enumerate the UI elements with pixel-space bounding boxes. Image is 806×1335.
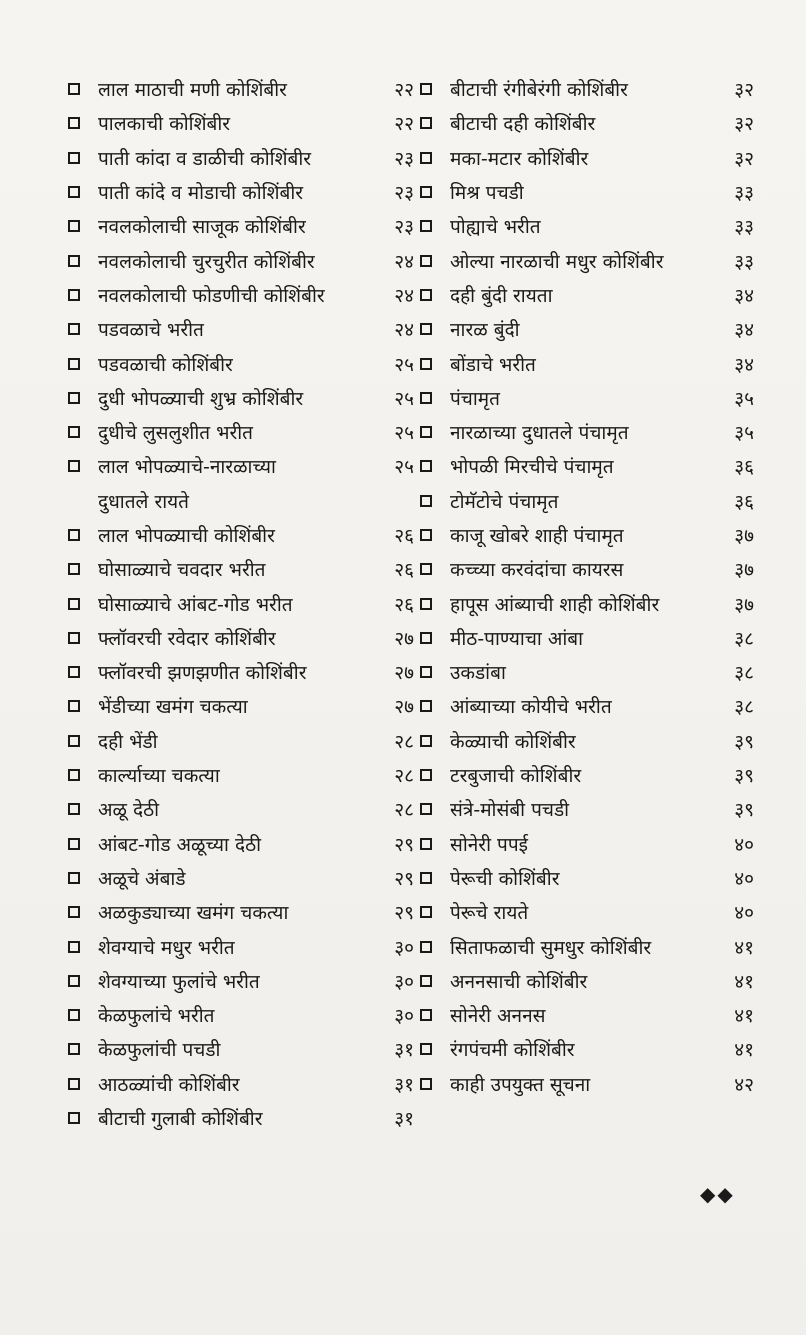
toc-entry-title: नारळाच्या दुधातले पंचामृत [450, 422, 629, 445]
toc-entry-page: ४२ [734, 1073, 754, 1096]
toc-entry [414, 243, 754, 277]
toc-entry-page: ३१ [394, 1073, 414, 1096]
toc-entry-title: आंबट-गोड अळूच्या देठी [98, 833, 262, 856]
toc-entry-page: २८ [394, 799, 414, 822]
toc-entry-title: हापूस आंब्याची शाही कोशिंबीर [450, 593, 660, 616]
toc-entry-page: ३२ [734, 147, 754, 170]
toc-entry-title: पाती कांदे व मोडाची कोशिंबीर [98, 182, 304, 205]
toc-entry-title: रंगपंचमी कोशिंबीर [450, 1039, 575, 1062]
end-ornament: ◆◆ [700, 1182, 735, 1206]
checkbox-square-icon [420, 632, 432, 644]
toc-entry-page: २२ [394, 113, 414, 136]
checkbox-square-icon [68, 872, 80, 884]
toc-entry [62, 106, 414, 140]
toc-entry-title: बीटाची रंगीबेरंगी कोशिंबीर [450, 79, 628, 102]
toc-entry-page: २४ [394, 284, 414, 307]
toc-entry [62, 689, 414, 723]
toc-entry [414, 655, 754, 689]
checkbox-square-icon [420, 975, 432, 987]
toc-entry [62, 895, 414, 929]
checkbox-square-icon [68, 700, 80, 712]
toc-entry [62, 278, 414, 312]
toc-entry [62, 175, 414, 209]
toc-entry-title: नवलकोलाची चुरचुरीत कोशिंबीर [98, 250, 315, 273]
toc-entry [62, 792, 414, 826]
checkbox-square-icon [420, 872, 432, 884]
toc-entry-title: शेवग्याचे मधुर भरीत [98, 936, 235, 959]
toc-entry-title: अननसाची कोशिंबीर [450, 970, 588, 993]
toc-entry-title: केळ्याची कोशिंबीर [450, 730, 576, 753]
checkbox-square-icon [420, 906, 432, 918]
checkbox-square-icon [68, 666, 80, 678]
toc-entry-page: २७ [394, 696, 414, 719]
toc-entry-title: काजू खोबरे शाही पंचामृत [450, 525, 624, 547]
toc-entry [62, 449, 414, 483]
toc-entry-title: मका-मटार कोशिंबीर [450, 147, 589, 170]
toc-entry-page: ३८ [734, 627, 754, 650]
toc-entry-title: भेंडीच्या खमंग चकत्या [98, 696, 248, 719]
checkbox-square-icon [68, 1112, 80, 1124]
checkbox-square-icon [420, 358, 432, 370]
toc-entry-title: घोसाळ्याचे चवदार भरीत [98, 559, 266, 582]
toc-entry-title: भोपळी मिरचीचे पंचामृत [450, 456, 614, 479]
toc-entry [62, 827, 414, 861]
checkbox-square-icon [420, 941, 432, 953]
toc-entry-title: पेरूची कोशिंबीर [450, 867, 560, 890]
toc-entry-title: टरबुजाची कोशिंबीर [450, 765, 582, 788]
checkbox-square-icon [68, 838, 80, 850]
checkbox-square-icon [68, 529, 80, 541]
toc-entry [414, 72, 754, 106]
toc-entry [414, 792, 754, 826]
checkbox-square-icon [420, 460, 432, 472]
toc-entry-page: ३० [394, 970, 414, 993]
toc-entry [414, 929, 754, 963]
checkbox-square-icon [68, 769, 80, 781]
checkbox-square-icon [420, 495, 432, 507]
checkbox-square-icon [68, 358, 80, 370]
checkbox-square-icon [420, 117, 432, 129]
toc-entry [62, 484, 414, 518]
checkbox-square-icon [420, 563, 432, 575]
toc-entry [62, 518, 414, 552]
toc-entry-title: नारळ बुंदी [450, 319, 520, 342]
checkbox-square-icon [420, 220, 432, 232]
toc-entry [414, 449, 754, 483]
toc-entry [62, 1067, 414, 1101]
toc-entry-page: ४० [734, 833, 754, 856]
toc-entry-page: २५ [394, 387, 414, 410]
toc-entry-page: २९ [394, 902, 414, 925]
toc-entry [62, 381, 414, 415]
toc-entry-page: ३३ [734, 250, 754, 273]
checkbox-square-icon [420, 700, 432, 712]
toc-entry [414, 518, 754, 552]
toc-entry [414, 689, 754, 723]
toc-entry-title: पडवळाचे भरीत [98, 319, 204, 342]
toc-entry-page: ४१ [734, 936, 754, 959]
toc-entry-page: ३२ [734, 79, 754, 102]
checkbox-square-icon [68, 975, 80, 987]
toc-entry-title: नवलकोलाची फोडणीची कोशिंबीर [98, 284, 325, 307]
checkbox-square-icon [420, 666, 432, 678]
toc-entry-title: केळफुलांची पचडी [98, 1039, 221, 1062]
toc-entry [414, 484, 754, 518]
toc-entry-page: २३ [394, 182, 414, 205]
toc-entry-title: सोनेरी अननस [450, 1005, 546, 1028]
toc-entry-page: २३ [394, 216, 414, 239]
checkbox-square-icon [68, 426, 80, 438]
toc-entry-title: पोह्याचे भरीत [450, 216, 541, 239]
toc-entry [62, 586, 414, 620]
toc-entry-page: २५ [394, 353, 414, 376]
toc-entry [414, 724, 754, 758]
checkbox-square-icon [420, 1009, 432, 1021]
checkbox-square-icon [420, 289, 432, 301]
toc-entry-page: २२ [394, 79, 414, 102]
toc-entry-page: २६ [394, 525, 414, 547]
toc-entry [414, 552, 754, 586]
toc-entry-title: संत्रे-मोसंबी पचडी [450, 799, 570, 822]
toc-entry [62, 1032, 414, 1066]
checkbox-square-icon [420, 529, 432, 541]
toc-entry [62, 141, 414, 175]
toc-entry [62, 415, 414, 449]
toc-entry [62, 621, 414, 655]
toc-entry-title: लाल भोपळ्याचे-नारळाच्या [98, 456, 276, 479]
toc-entry-title: दही भेंडी [98, 730, 158, 753]
toc-entry-title: पालकाची कोशिंबीर [98, 113, 231, 136]
toc-entry-page: ४१ [734, 970, 754, 993]
toc-left-column [62, 72, 414, 1135]
toc-entry-title: लाल भोपळ्याची कोशिंबीर [98, 525, 275, 547]
toc-entry-page: ३३ [734, 216, 754, 239]
toc-entry [62, 758, 414, 792]
toc-entry-page: ४१ [734, 1039, 754, 1062]
toc-entry-page: ३८ [734, 662, 754, 685]
toc-entry-page: ३४ [734, 353, 754, 376]
checkbox-square-icon [68, 803, 80, 815]
toc-entry-title: ओल्या नारळाची मधुर कोशिंबीर [450, 250, 664, 273]
toc-entry-page: ३६ [734, 456, 754, 479]
checkbox-square-icon [68, 906, 80, 918]
toc-entry-page: ३५ [734, 422, 754, 445]
toc-entry-page: २७ [394, 627, 414, 650]
toc-entry-page: ४१ [734, 1005, 754, 1028]
toc-entry [414, 209, 754, 243]
toc-entry-title: केळफुलांचे भरीत [98, 1005, 215, 1028]
toc-entry-page: २४ [394, 319, 414, 342]
toc-entry [62, 724, 414, 758]
toc-entry [414, 998, 754, 1032]
toc-entry-page: ३९ [734, 730, 754, 753]
toc-entry-title: पडवळाची कोशिंबीर [98, 353, 233, 376]
toc-entry-page: ३७ [734, 559, 754, 582]
toc-entry-title: पंचामृत [450, 387, 500, 410]
toc-entry-title: नवलकोलाची साजूक कोशिंबीर [98, 216, 306, 239]
toc-entry-page: ४० [734, 867, 754, 890]
toc-entry [62, 552, 414, 586]
toc-entry-title: सिताफळाची सुमधुर कोशिंबीर [450, 936, 652, 959]
toc-entry [414, 1032, 754, 1066]
toc-entry [62, 312, 414, 346]
checkbox-square-icon [420, 838, 432, 850]
checkbox-square-icon [68, 941, 80, 953]
toc-entry-page: २६ [394, 593, 414, 616]
toc-entry [62, 964, 414, 998]
toc-entry-page: ३७ [734, 593, 754, 616]
checkbox-square-icon [68, 563, 80, 575]
toc-entry-page: ३३ [734, 182, 754, 205]
toc-entry-title: कच्च्या करवंदांचा कायरस [450, 559, 624, 582]
checkbox-square-icon [68, 83, 80, 95]
toc-entry-page: ३० [394, 1005, 414, 1028]
toc-entry [414, 312, 754, 346]
toc-entry [414, 381, 754, 415]
checkbox-square-icon [420, 152, 432, 164]
toc-entry-title: लाल माठाची मणी कोशिंबीर [98, 79, 287, 102]
toc-entry-title: उकडांबा [450, 662, 506, 685]
toc-entry-title: मिश्र पचडी [450, 182, 524, 205]
checkbox-square-icon [68, 735, 80, 747]
toc-entry [414, 1067, 754, 1101]
checkbox-square-icon [68, 1078, 80, 1090]
checkbox-square-icon [420, 426, 432, 438]
toc-entry-page: ३१ [394, 1108, 414, 1131]
checkbox-square-icon [68, 1043, 80, 1055]
toc-entry [62, 243, 414, 277]
checkbox-square-icon [420, 83, 432, 95]
toc-entry-page: २८ [394, 765, 414, 788]
toc-entry-page: २३ [394, 147, 414, 170]
toc-entry-page: ३४ [734, 284, 754, 307]
toc-entry-page: २९ [394, 833, 414, 856]
toc-entry-page: ३४ [734, 319, 754, 342]
toc-entry-title: दुधीचे लुसलुशीत भरीत [98, 422, 253, 445]
toc-entry [62, 209, 414, 243]
toc-entry [414, 415, 754, 449]
toc-entry-title: अळूचे अंबाडे [98, 867, 186, 890]
checkbox-square-icon [68, 289, 80, 301]
toc-entry [414, 141, 754, 175]
toc-entry [62, 929, 414, 963]
checkbox-square-icon [68, 323, 80, 335]
toc-entry [414, 964, 754, 998]
checkbox-square-icon [68, 598, 80, 610]
toc-entry-title: फ्लॉवरची रवेदार कोशिंबीर [98, 627, 276, 650]
toc-entry [414, 175, 754, 209]
toc-entry-page: २७ [394, 662, 414, 685]
toc-entry-page: ३५ [734, 387, 754, 410]
toc-entry [62, 861, 414, 895]
toc-entry-page: २४ [394, 250, 414, 273]
toc-entry-title: आठळ्यांची कोशिंबीर [98, 1073, 240, 1096]
toc-entry [414, 861, 754, 895]
checkbox-square-icon [68, 220, 80, 232]
toc-entry [62, 346, 414, 380]
toc-entry-title: अळकुड्याच्या खमंग चकत्या [98, 902, 289, 925]
checkbox-square-icon [420, 769, 432, 781]
toc-entry [62, 1101, 414, 1135]
toc-entry [414, 106, 754, 140]
toc-entry-title: अळू देठी [98, 799, 160, 822]
toc-entry-title: पाती कांदा व डाळीची कोशिंबीर [98, 147, 312, 170]
checkbox-square-icon [68, 632, 80, 644]
toc-entry-page: ३९ [734, 799, 754, 822]
toc-entry-title: बोंडाचे भरीत [450, 353, 536, 376]
toc-entry-page: ३० [394, 936, 414, 959]
checkbox-square-icon [420, 323, 432, 335]
checkbox-square-icon [68, 392, 80, 404]
toc-entry-page: ४० [734, 902, 754, 925]
checkbox-square-icon [68, 186, 80, 198]
toc-entry-title: फ्लॉवरची झणझणीत कोशिंबीर [98, 662, 307, 685]
toc-right-column [414, 72, 754, 1101]
toc-entry-title: कार्ल्याच्या चकत्या [98, 765, 220, 788]
toc-entry [414, 278, 754, 312]
checkbox-square-icon [68, 117, 80, 129]
toc-entry-page: ३८ [734, 696, 754, 719]
toc-entry-title: दुधातले रायते [98, 490, 189, 513]
toc-entry-title: सोनेरी पपई [450, 833, 528, 856]
toc-entry-title: टोमॅटोचे पंचामृत [450, 490, 559, 513]
toc-entry [414, 895, 754, 929]
toc-entry-title: बीटाची दही कोशिंबीर [450, 113, 596, 136]
toc-entry-page: ३६ [734, 490, 754, 513]
toc-entry-page: २९ [394, 867, 414, 890]
toc-entry-title: बीटाची गुलाबी कोशिंबीर [98, 1108, 263, 1131]
checkbox-square-icon [420, 255, 432, 267]
toc-entry-title: दुधी भोपळ्याची शुभ्र कोशिंबीर [98, 387, 304, 410]
checkbox-square-icon [420, 803, 432, 815]
toc-entry-title: काही उपयुक्त सूचना [450, 1073, 591, 1096]
checkbox-square-icon [420, 392, 432, 404]
toc-entry [62, 998, 414, 1032]
checkbox-square-icon [420, 735, 432, 747]
toc-entry-title: शेवग्याच्या फुलांचे भरीत [98, 970, 260, 993]
toc-entry-title: घोसाळ्याचे आंबट-गोड भरीत [98, 593, 293, 616]
toc-entry [62, 72, 414, 106]
toc-entry-title: दही बुंदी रायता [450, 284, 553, 307]
toc-entry-title: पेरूचे रायते [450, 902, 529, 925]
checkbox-square-icon [420, 186, 432, 198]
checkbox-square-icon [68, 152, 80, 164]
toc-entry [414, 621, 754, 655]
toc-entry [62, 655, 414, 689]
toc-entry-page: २६ [394, 559, 414, 582]
checkbox-square-icon [420, 1078, 432, 1090]
toc-entry-page: ३९ [734, 765, 754, 788]
toc-entry-page: २५ [394, 422, 414, 445]
toc-entry-page: ३२ [734, 113, 754, 136]
checkbox-square-icon [68, 1009, 80, 1021]
toc-entry [414, 586, 754, 620]
toc-entry-title: मीठ-पाण्याचा आंबा [450, 627, 584, 650]
toc-entry [414, 758, 754, 792]
toc-entry-page: ३१ [394, 1039, 414, 1062]
toc-entry-title: आंब्याच्या कोयीचे भरीत [450, 696, 612, 719]
toc-entry [414, 346, 754, 380]
toc-entry-page: २८ [394, 730, 414, 753]
toc-entry [414, 827, 754, 861]
checkbox-square-icon [68, 460, 80, 472]
toc-entry-page: २५ [394, 456, 414, 479]
checkbox-square-icon [420, 598, 432, 610]
checkbox-square-icon [68, 255, 80, 267]
toc-entry-page: ३७ [734, 525, 754, 547]
checkbox-square-icon [420, 1043, 432, 1055]
